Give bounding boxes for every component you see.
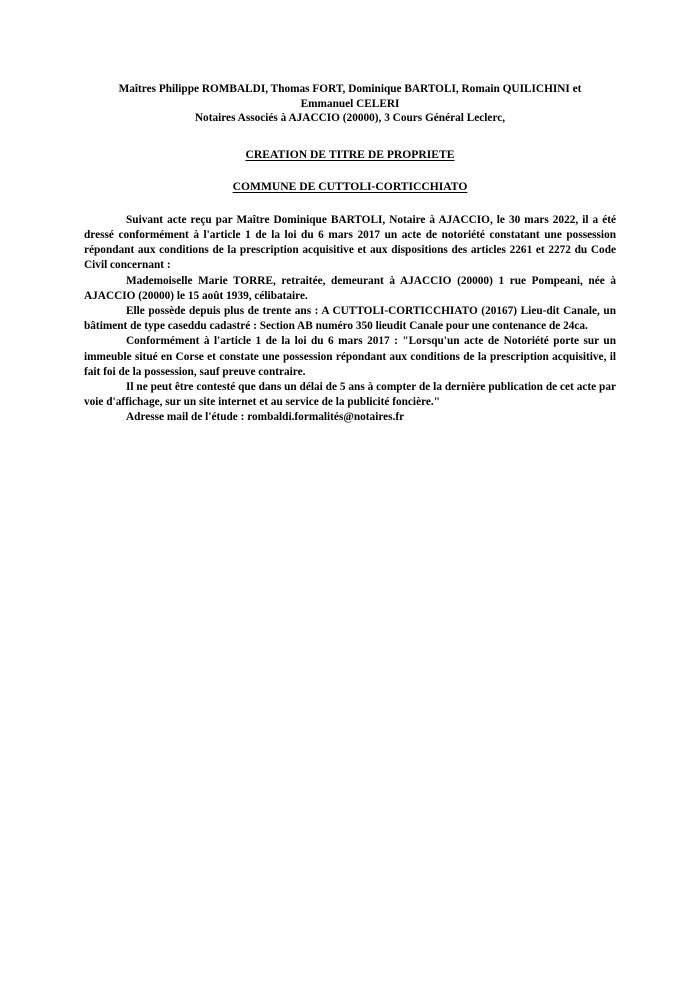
document-title-main: CREATION DE TITRE DE PROPRIETE [245, 147, 455, 161]
paragraph-possession: Elle possède depuis plus de trente ans : A CUTTOLI-CORTICCHIATO (20167) Lieu-dit Canale, un bâtiment de type caseddu cadastré : Section AB numéro 350 lieudit Canale pour une contenance de 24ca. [84, 305, 616, 333]
masthead-line-1: Maîtres Philippe ROMBALDI, Thomas FORT, Dominique BARTOLI, Romain QUILICHINI et [118, 83, 582, 95]
masthead-line-2: Emmanuel CELERI [300, 97, 400, 110]
masthead-line-3: Notaires Associés à AJACCIO (20000), 3 Cours Général Leclerc, [194, 112, 506, 125]
paragraph-conformement: Conformément à l'article 1 de la loi du 6 mars 2017 : "Lorsqu'un acte de Notoriété porte sur un immeuble situé en Corse et constate une possession répondant aux conditions de la prescription acquisitive, il fait foi de la possession, sauf preuve contraire. [84, 335, 616, 378]
paragraph-contestation: Il ne peut être contesté que dans un délai de 5 ans à compter de la dernière publication de cet acte par voie d'affichage, sur un site internet et au service de la publicité foncière." [84, 381, 616, 409]
document-title-sub: COMMUNE DE CUTTOLI-CORTICCHIATO [232, 179, 468, 193]
paragraph-adresse-mail: Adresse mail de l'étude : rombaldi.formalités@notaires.fr [126, 411, 405, 424]
masthead [84, 82, 616, 126]
paragraph-acte-recu: Suivant acte reçu par Maître Dominique BARTOLI, Notaire à AJACCIO, le 30 mars 2022, il a été dressé conformément à l'article 1 de la loi du 6 mars 2017 un acte de notoriété constatant une possession répondant aux conditions de la prescription acquisitive et aux dispositions des articles 2261 et 2272 du Code Civil concernant : [84, 213, 616, 272]
document-body [84, 213, 616, 426]
paragraph-proprietaire: Mademoiselle Marie TORRE, retraitée, demeurant à AJACCIO (20000) 1 rue Pompeani, née à AJACCIO (20000) le 15 août 1939, célibataire. [84, 274, 616, 302]
document-content [84, 82, 616, 426]
